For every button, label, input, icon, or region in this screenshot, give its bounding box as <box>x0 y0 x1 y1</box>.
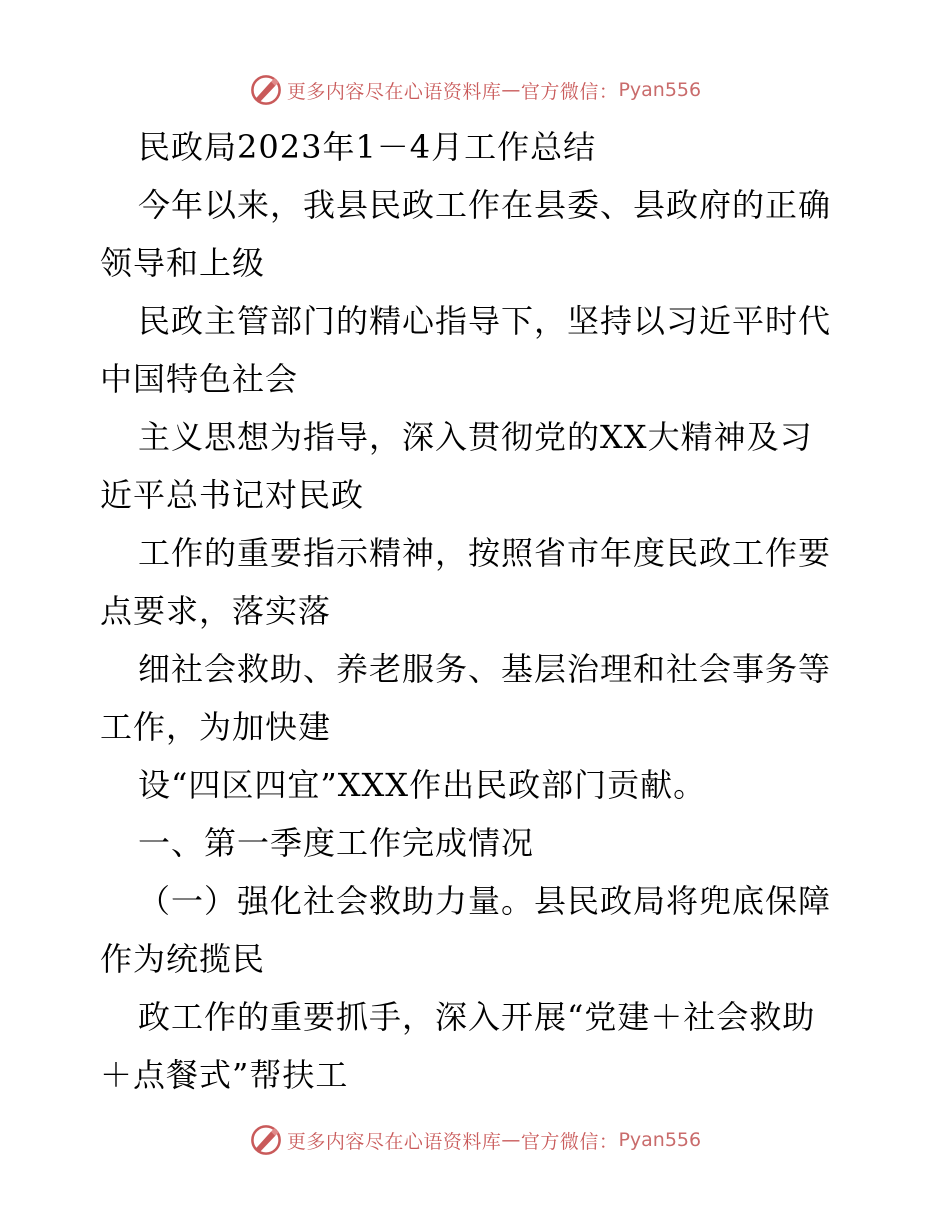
text-line: 设“四区四宜”XXX作出民政部门贡献。 <box>138 766 707 804</box>
watermark-official: 官方微信： <box>520 80 619 103</box>
watermark-handle: Pyan556 <box>618 1129 702 1151</box>
watermark-official: 官方微信： <box>520 1130 619 1153</box>
text-line: 作为统揽民 <box>100 940 266 978</box>
text-line: 工作，为加快建 <box>100 708 332 746</box>
text-line: （一）强化社会救助力量。县民政局将兜底保障 <box>138 882 832 920</box>
pen-logo-icon <box>249 73 283 107</box>
text-line: 细社会救助、养老服务、基层治理和社会事务等 <box>138 650 832 688</box>
text-line: 主义思想为指导，深入贯彻党的XX大精神及习 <box>138 418 813 456</box>
text-line: 中国特色社会 <box>100 360 299 398</box>
watermark-dash: — <box>501 79 521 101</box>
text-line: 一、第一季度工作完成情况 <box>138 824 535 862</box>
watermark-banner-bottom <box>0 1120 950 1160</box>
text-line: 民政主管部门的精心指导下，坚持以习近平时代 <box>138 302 832 340</box>
text-line: 领导和上级 <box>100 244 266 282</box>
document-body <box>100 118 860 1104</box>
text-line: 政工作的重要抓手，深入开展“党建＋社会救助 <box>138 998 816 1036</box>
text-line: 今年以来，我县民政工作在县委、县政府的正确 <box>138 186 832 224</box>
watermark-banner-top <box>0 70 950 110</box>
watermark-brand: 更多内容尽在心语资料库 <box>286 1130 502 1153</box>
text-line: ＋点餐式”帮扶工 <box>100 1056 349 1094</box>
watermark-dash: — <box>501 1129 521 1151</box>
watermark-handle: Pyan556 <box>618 79 702 101</box>
text-line: 点要求，落实落 <box>100 592 332 630</box>
text-line: 近平总书记对民政 <box>100 476 365 514</box>
watermark-brand: 更多内容尽在心语资料库 <box>286 80 502 103</box>
text-line: 工作的重要指示精神，按照省市年度民政工作要 <box>138 534 832 572</box>
pen-logo-icon <box>249 1123 283 1157</box>
document-title: 民政局2023年1－4月工作总结 <box>138 128 597 166</box>
